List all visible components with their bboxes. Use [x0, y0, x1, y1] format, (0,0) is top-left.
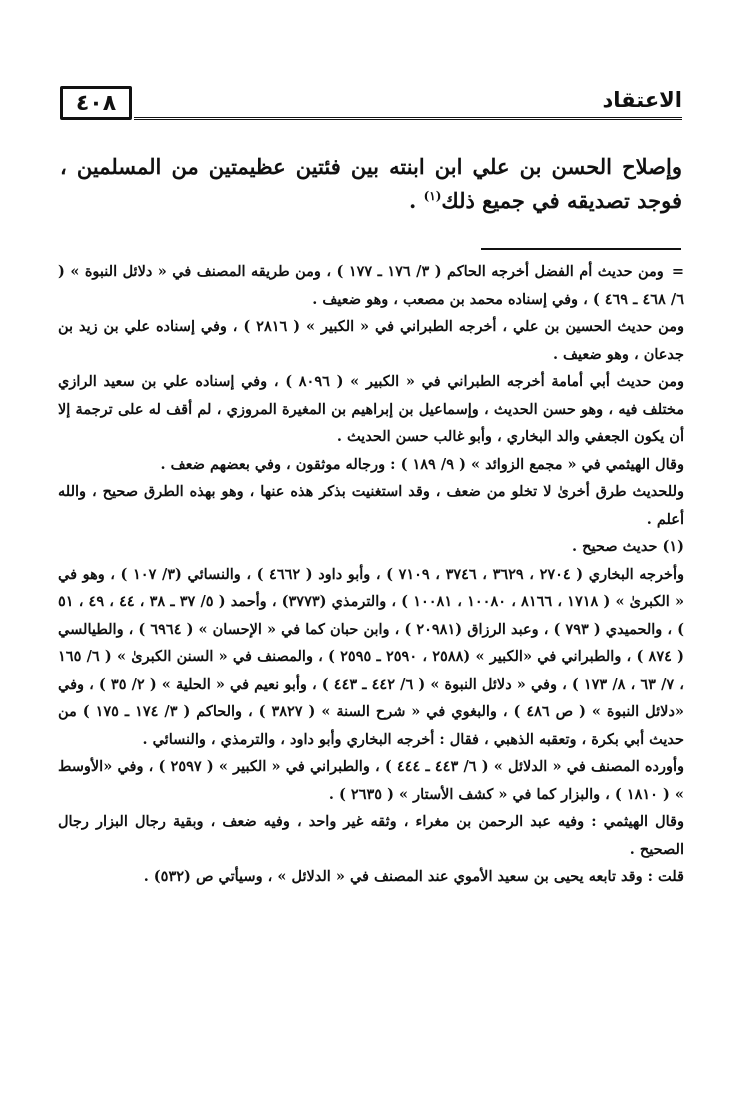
footnote-paragraph [58, 258, 684, 313]
footnote-paragraph: قلت : وقد تابعه يحيى بن سعيد الأموي عند المصنف في « الدلائل » ، وسيأتي ص (٥٣٢) . [143, 868, 684, 885]
footnote-text: ومن حديث أم الفضل أخرجه الحاكم ( ٣/ ١٧٦ ـ ١٧٧ ) ، ومن طريقه المصنف في « دلائل النبوة » ( ٦/ ٤٦٨ ـ ٤٦٩ ) ، وفي إسناده محمد بن مصعب ، وهو ضعيف . [58, 263, 684, 308]
main-paragraph-end: . [408, 188, 424, 213]
header-rule [134, 117, 682, 120]
footnote-paragraph: وأورده المصنف في « الدلائل » ( ٦/ ٤٤٣ ـ ٤٤٤ ) ، والطبراني في « الكبير » ( ٢٥٩٧ ) ، وفي «الأوسط » ( ١٨١٠ ) ، والبزار كما في « كشف الأستار » ( ٢٦٣٥ ) . [58, 758, 684, 803]
footnote-reference[interactable]: (١) [423, 189, 442, 203]
footnotes [58, 258, 684, 891]
page-header [60, 86, 682, 126]
footnote-paragraph: وللحديث طرق أخرىٰ لا تخلو من ضعف ، وقد استغنيت بذكر هذه عنها ، وهو بهذه الطرق صحيح ، والله أعلم . [58, 483, 684, 528]
footnote-paragraph: وأخرجه البخاري ( ٢٧٠٤ ، ٣٦٢٩ ، ٣٧٤٦ ، ٧١٠٩ ) ، وأبو داود ( ٤٦٦٢ ) ، والنسائي (٣/ ١٠٧ ) ، وهو في « الكبرىٰ » ( ١٧١٨ ، ٨١٦٦ ، ١٠٠٨٠ ، ١٠٠٨١ ) ، والترمذي (٣٧٧٣) ، وأحمد ( ٥/ ٣٧ ـ ٣٨ ، ٤٤ ، ٤٩ ، ٥١ ) ، والحميدي ( ٧٩٣ ) ، وعبد الرزاق (٢٠٩٨١ ) ، وابن حبان كما في « الإحسان » ( ٦٩٦٤ ) ، والطيالسي ( ٨٧٤ ) ، والطبراني في «الكبير » (٢٥٨٨ ، ٢٥٩٠ ـ ٢٥٩٥ ) ، والمصنف في « السنن الكبرىٰ » ( ٦/ ١٦٥ ، ٧/ ٦٣ ، ٨/ ١٧٣ ) ، وفي « دلائل النبوة » ( ٦/ ٤٤٢ ـ ٤٤٣ ) ، وأبو نعيم في « الحلية » ( ٢/ ٣٥ ) ، وفي «دلائل النبوة » ( ص ٤٨٦ ) ، والبغوي في « شرح السنة » ( ٣٨٢٧ ) ، والحاكم ( ٣/ ١٧٤ ـ ١٧٥ ) من حديث أبي بكرة ، وتعقبه الذهبي ، فقال : أخرجه البخاري وأبو داود ، والترمذي ، والنسائي . [58, 565, 685, 748]
footnote-paragraph: ومن حديث أبي أمامة أخرجه الطبراني في « الكبير » ( ٨٠٩٦ ) ، وفي إسناده علي بن سعيد الرازي مختلف فيه ، وهو حسن الحديث ، وإسماعيل بن إبراهيم بن المغيرة المروزي ، لم أقف له على ترجمة إلا أن يكون الجعفي والد البخاري ، وأبو غالب حسن الحديث . [58, 373, 684, 445]
main-paragraph-text: وإصلاح الحسن بن علي ابن ابنته بين فئتين عظيمتين من المسلمين ، فوجد تصديقه في جميع ذلك [60, 154, 682, 213]
footnote-paragraph: وقال الهيثمي في « مجمع الزوائد » ( ٩/ ١٨٩ ) : ورجاله موثقون ، وفي بعضهم ضعف . [160, 455, 684, 473]
footnote-heading: (١) حديث صحيح . [572, 538, 684, 555]
footnote-separator [481, 248, 681, 250]
continuation-mark: = [671, 263, 684, 280]
running-title: الاعتقاد [602, 88, 682, 112]
main-paragraph [60, 150, 682, 218]
footnote-paragraph: وقال الهيثمي : وفيه عبد الرحمن بن مغراء ، وثقه غير واحد ، وفيه ضعف ، وبقية رجال البزار رجال الصحيح . [58, 813, 684, 858]
main-text [60, 150, 682, 218]
page-number: ٤٠٨ [60, 86, 132, 120]
footnote-paragraph: ومن حديث الحسين بن علي ، أخرجه الطبراني في « الكبير » ( ٢٨١٦ ) ، وفي إسناده علي بن زيد بن جدعان ، وهو ضعيف . [58, 318, 684, 363]
